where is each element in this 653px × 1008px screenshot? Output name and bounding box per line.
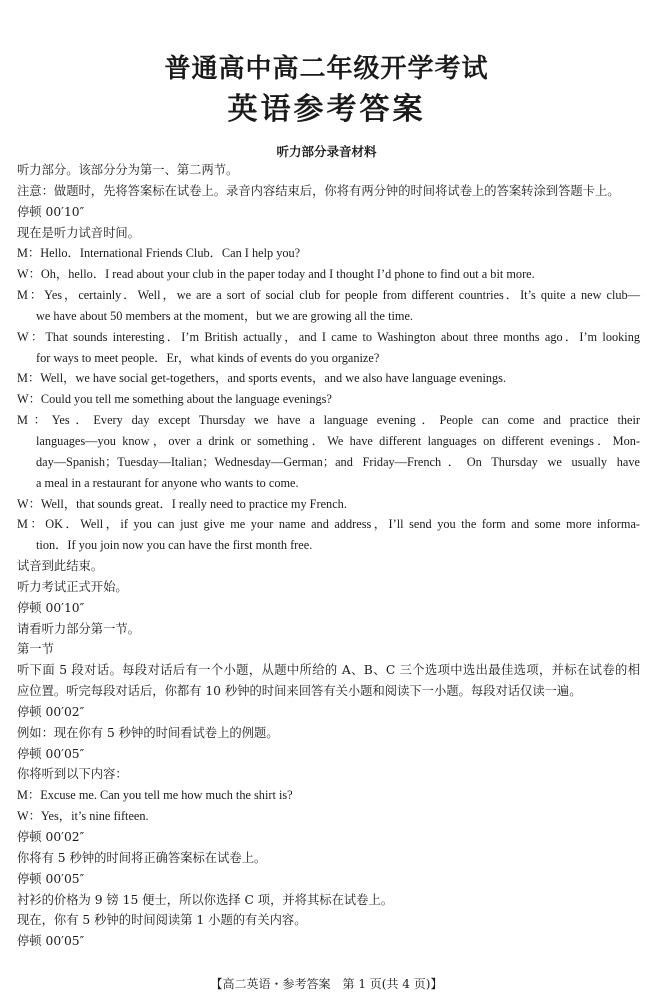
text-line: 请看听力部分第一节。 <box>17 621 140 636</box>
dialogue-line: M：Yes，certainly．Well，we are a sort of social club for people from different countries．It’s quite a new club— <box>17 288 640 303</box>
exam-title: 普通高中高二年级开学考试 <box>164 54 489 84</box>
dialogue-line: we have about 50 members at the moment，but we are growing all the time. <box>36 308 413 323</box>
text-line: 试音到此结束。 <box>17 559 104 574</box>
text-line: 你将听到以下内容： <box>17 767 128 782</box>
text-line: 注意：做题时，先将答案标在试卷上。录音内容结束后，你将有两分钟的时间将试卷上的答案转涂到答题卡上。 <box>17 183 620 198</box>
text-line: 听下面 5 段对话。每段对话后有一个小题，从题中所给的 A、B、C 三个选项中选出最佳选项，并标在试卷的相 <box>17 663 640 678</box>
text-line: 应位置。听完每段对话后，你都有 10 秒钟的时间来回答有关小题和阅读下一小题。每段对话仅读一遍。 <box>17 684 582 699</box>
dialogue-line: M：Excuse me. Can you tell me how much the shirt is? <box>17 788 293 803</box>
dialogue-line: tion．If you join now you can have the first month free. <box>36 538 313 553</box>
text-line: 听力考试正式开始。 <box>17 579 128 594</box>
dialogue-line: W：Yes，it’s nine fifteen. <box>17 809 149 824</box>
dialogue-line: M：Hello．International Friends Club．Can I help you? <box>17 246 301 261</box>
dialogue-line: M：Yes．Every day except Thursday we have a language evening．People can come and practice their <box>17 413 640 428</box>
page-footer: 【高二英语・参考答案 第 1 页(共 4 页)】 <box>210 977 443 991</box>
text-line: 停顿 00′05″ <box>17 934 85 949</box>
text-line: 停顿 00′02″ <box>17 830 85 844</box>
dialogue-line: W：Could you tell me something about the language evenings? <box>17 392 332 407</box>
text-line: 例如：现在你有 5 秒钟的时间看试卷上的例题。 <box>17 725 279 740</box>
text-line: 现在，你有 5 秒钟的时间阅读第 1 小题的有关内容。 <box>17 913 307 928</box>
text-line: 听力部分。该部分分为第一、第二两节。 <box>17 163 239 177</box>
answer-key-title: 英语参考答案 <box>227 92 426 127</box>
dialogue-line: W：Oh，hello．I read about your club in the paper today and I thought I’d phone to find out a bit more. <box>17 267 535 282</box>
text-line: 第一节 <box>17 642 54 657</box>
text-line: 停顿 00′02″ <box>17 704 85 719</box>
text-line: 现在是听力试音时间。 <box>17 225 140 240</box>
text-line: 衬衫的价格为 9 镑 15 便士，所以你选择 C 项，并将其标在试卷上。 <box>17 892 394 907</box>
text-line: 停顿 00′05″ <box>17 871 85 886</box>
transcript-body <box>17 160 640 952</box>
dialogue-line: languages—you know，over a drink or something．We have different languages on different evenings．Mon- <box>36 433 640 448</box>
dialogue-line: day—Spanish；Tuesday—Italian；Wednesday—German；and Friday—French．On Thursday we usually have <box>36 454 640 469</box>
text-line: 你将有 5 秒钟的时间将正确答案标在试卷上。 <box>17 850 267 865</box>
dialogue-line: a meal in a restaurant for anyone who wants to come. <box>36 475 299 490</box>
text-line: 停顿 00′05″ <box>17 746 85 761</box>
text-line: 停顿 00′10″ <box>17 600 85 615</box>
dialogue-line: M：Well，we have social get-togethers，and sports events，and we also have language evenings. <box>17 371 507 386</box>
text-line: 停顿 00′10″ <box>17 204 85 219</box>
dialogue-line: W：That sounds interesting．I’m British actually，and I came to Washington about three months ago．I’m looking <box>17 329 640 344</box>
dialogue-line: M：OK．Well，if you can just give me your name and address，I’ll send you the form and some more informa- <box>17 517 640 532</box>
dialogue-line: for ways to meet people．Er，what kinds of events do you organize? <box>36 350 380 365</box>
dialogue-line: W：Well，that sounds great．I really need to practice my French. <box>17 496 347 511</box>
section-heading: 听力部分录音材料 <box>276 144 377 159</box>
